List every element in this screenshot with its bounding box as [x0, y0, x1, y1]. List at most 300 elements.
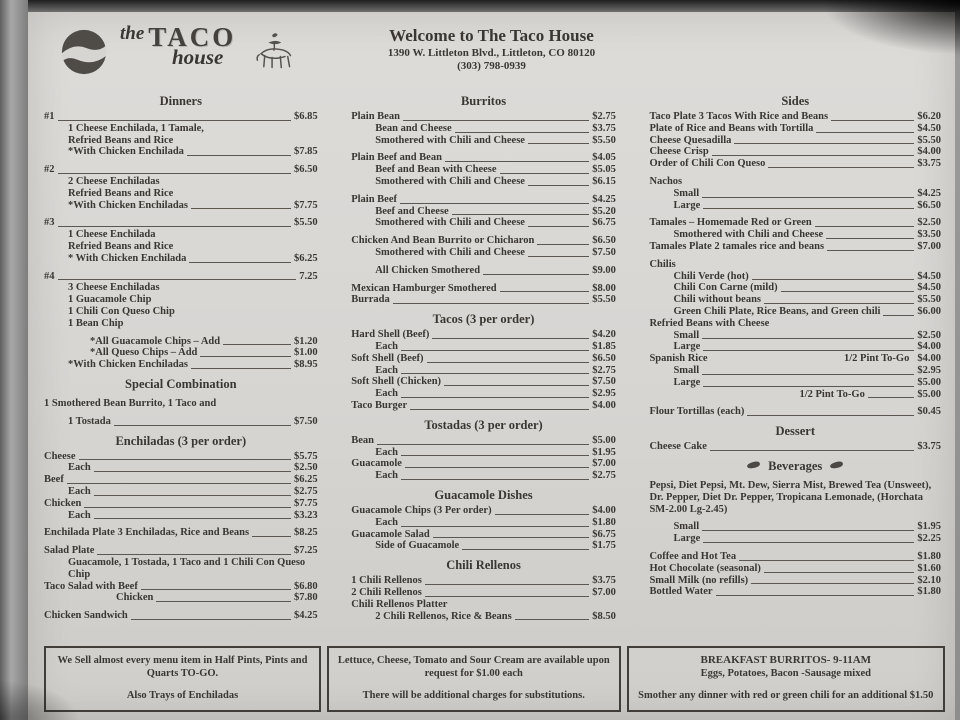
item-label: Mexican Hamburger Smothered [351, 282, 497, 294]
item-price: $1.60 [917, 562, 941, 574]
menu-item-row [44, 253, 318, 265]
section-title: Enchiladas (3 per order) [115, 433, 247, 448]
menu-item-row [351, 529, 616, 541]
item-label: Chicken And Bean Burrito or Chicharon [351, 235, 535, 247]
item-label: Small Milk (no refills) [649, 574, 749, 586]
item-label: Large [673, 341, 701, 353]
item-label: 1/2 Pint To-Go [799, 388, 865, 400]
item-label: Smothered with Chili and Cheese [375, 175, 525, 187]
menu-item-row [351, 470, 616, 482]
logo-word-taco: TACO [148, 22, 237, 52]
dot-leader [433, 537, 590, 538]
item-label: Plain Beef and Bean [351, 152, 442, 164]
item-price: $1.95 [592, 446, 616, 458]
dot-leader [141, 589, 291, 590]
item-price: $7.00 [592, 586, 616, 598]
item-label: 1 Guacamole Chip [68, 294, 152, 306]
dot-leader [191, 368, 291, 369]
menu-item-row [649, 188, 941, 200]
dot-leader [831, 120, 914, 121]
item-label: Taco Plate 3 Tacos With Rice and Beans [649, 111, 829, 122]
menu-column-middle [351, 88, 616, 636]
dot-leader [703, 350, 914, 351]
menu-item-row [649, 229, 941, 241]
item-label: Small [673, 521, 700, 533]
menu-item-row [649, 480, 941, 515]
menu-item-row [351, 176, 616, 188]
menu-item-row [351, 123, 616, 135]
item-price: $5.75 [293, 450, 318, 462]
footer-note-extras [327, 646, 621, 712]
dot-leader [452, 214, 589, 215]
footer-text: Eggs, Potatoes, Bacon -Sausage mixed [700, 668, 871, 679]
phone-number: (303) 798-0939 [457, 60, 526, 72]
dot-leader [702, 338, 914, 339]
menu-item-row [351, 247, 616, 259]
section-title: Special Combination [125, 376, 237, 391]
menu-section [351, 418, 616, 482]
menu-item-row [351, 517, 616, 529]
menu-item-row [649, 271, 941, 283]
menu-item-row [351, 388, 616, 400]
menu-item-row [44, 347, 318, 359]
item-price: $2.75 [293, 485, 318, 497]
dot-leader [751, 583, 914, 584]
item-price: $6.50 [592, 235, 616, 247]
item-price: $1.80 [917, 586, 941, 598]
item-price: $6.50 [293, 164, 318, 176]
menu-item-row [44, 217, 318, 229]
dot-leader [445, 161, 589, 162]
menu-item-row [44, 123, 318, 135]
dot-leader [537, 244, 589, 245]
page-title: Welcome to The Taco House [389, 26, 594, 45]
item-price: $5.00 [917, 388, 941, 400]
item-price: $1.00 [293, 347, 318, 359]
item-label: Taco Salad with Beef [44, 580, 138, 592]
menu-item-row [649, 259, 941, 271]
item-price: $4.00 [592, 399, 616, 411]
item-price: $3.75 [592, 575, 616, 587]
item-price: $7.00 [917, 240, 941, 252]
section-title: Sides [781, 94, 810, 108]
item-label: Taco Burger [351, 399, 408, 411]
item-price: $2.75 [592, 364, 616, 376]
footer-text: Also Trays of Enchiladas [126, 690, 239, 701]
item-label: Tamales Plate 2 tamales rice and beans [649, 240, 825, 252]
menu-item-row [649, 521, 941, 533]
menu-item-row [649, 353, 941, 365]
item-label: Salad Plate [44, 545, 95, 557]
menu-item-row [649, 406, 941, 418]
item-price: $3.50 [917, 229, 941, 241]
dot-leader [739, 560, 914, 561]
menu-item-row [649, 318, 941, 330]
dot-leader [200, 356, 291, 357]
footer-note-breakfast [627, 646, 945, 712]
menu-item-row [44, 282, 318, 294]
menu-item-row [44, 318, 318, 330]
menu-item-row [351, 611, 616, 623]
dot-leader [703, 386, 914, 387]
dot-leader [403, 120, 589, 121]
item-price: $4.00 [917, 353, 941, 365]
dot-leader [455, 132, 590, 133]
menu-section [351, 488, 616, 552]
item-label: Chili Verde (hot) [673, 270, 749, 282]
menu-item-row [44, 135, 318, 147]
item-label: Coffee and Hot Tea [649, 550, 737, 562]
dot-leader [94, 471, 291, 472]
dot-leader [500, 173, 590, 174]
item-label: Flour Tortillas (each) [649, 406, 745, 418]
item-price: $7.50 [293, 415, 318, 427]
item-price: $6.85 [293, 111, 318, 122]
item-price: $4.25 [592, 193, 616, 205]
menu-item-row [351, 152, 616, 164]
item-label: Refried Beans and Rice [68, 240, 174, 252]
dot-leader [58, 279, 297, 280]
pepper-icon [747, 460, 761, 469]
dot-leader [187, 155, 291, 156]
item-label: Chicken Sandwich [44, 610, 128, 622]
footer-text: There will be additional charges for substitutions. [362, 690, 585, 701]
menu-item-row [649, 575, 941, 587]
menu-item-row [649, 146, 941, 158]
item-label: 1 Tostada [68, 415, 111, 427]
item-label: *All Queso Chips – Add [90, 347, 198, 359]
item-label: Pepsi, Diet Pepsi, Mt. Dew, Sierra Mist, Brewed Tea (Unsweet), Dr. Pepper, Diet Dr. Pepper, Tropicana Lemonade, (Horchata SM-2.00 Lg-2.45) [649, 479, 932, 515]
item-label: Spanish Rice [649, 353, 708, 365]
menu-item-row [44, 486, 318, 498]
item-price: $2.50 [917, 329, 941, 341]
item-label: * With Chicken Enchilada [68, 252, 187, 264]
item-label: Chili without beans [673, 294, 761, 306]
dot-leader [252, 536, 291, 537]
menu-item-row [649, 123, 941, 135]
item-label: Cheese Cake [649, 441, 707, 453]
dot-leader [444, 385, 589, 386]
menu-item-row [44, 610, 318, 622]
dot-leader [79, 459, 291, 460]
dot-leader [734, 143, 914, 144]
pepper-icon [830, 460, 844, 469]
item-label: 1 Chili Rellenos [351, 575, 422, 587]
menu-item-row [351, 164, 616, 176]
dot-leader [84, 507, 291, 508]
menu-column-right [649, 88, 941, 636]
menu-item-row [44, 306, 318, 318]
item-price: $5.50 [917, 294, 941, 306]
menu-item-row [351, 329, 616, 341]
metal-frame-left [0, 0, 28, 720]
dot-leader [702, 374, 914, 375]
section-title: Dessert [775, 424, 816, 439]
item-price: $6.00 [917, 305, 941, 317]
item-label: 2 Cheese Enchiladas [68, 175, 160, 187]
menu-item-row [351, 376, 616, 388]
item-price: $2.50 [293, 462, 318, 474]
menu-item-row [351, 283, 616, 295]
menu-item-row [351, 217, 616, 229]
item-price: $2.25 [917, 533, 941, 545]
dot-leader [410, 409, 589, 410]
item-label: Nachos [649, 175, 683, 187]
item-label: Bottled Water [649, 586, 713, 598]
footer-text: We Sell almost every menu item in Half Pints, Pints and Quarts TO-GO. [57, 655, 308, 679]
menu-item-row [649, 135, 941, 147]
item-price: $1.85 [592, 340, 616, 352]
item-label: *With Chicken Enchiladas [68, 359, 189, 371]
item-price: $5.50 [917, 134, 941, 146]
item-label: Each [375, 446, 398, 458]
item-label: Refried Beans and Rice [68, 134, 174, 146]
item-price: $6.15 [592, 175, 616, 187]
item-label: Each [375, 364, 398, 376]
item-label: Hot Chocolate (seasonal) [649, 562, 761, 574]
menu-item-row [44, 229, 318, 241]
menu-item-row [44, 146, 318, 158]
menu-item-row [649, 533, 941, 545]
menu-item-row [44, 581, 318, 593]
item-label: Order of Chili Con Queso [649, 158, 766, 170]
item-label: Smothered with Chili and Cheese [375, 217, 525, 229]
dot-leader [94, 495, 291, 496]
menu-item-row [351, 435, 616, 447]
item-label: #3 [44, 217, 55, 229]
item-label: *With Chicken Enchilada [68, 146, 184, 158]
menu-item-row [649, 365, 941, 377]
item-label: Chili Con Carne (mild) [673, 282, 778, 294]
menu-item-row [351, 599, 616, 611]
menu-item-row [649, 217, 941, 229]
dot-leader [58, 173, 291, 174]
section-title: Tostadas (3 per order) [424, 417, 543, 432]
item-price: $2.50 [917, 217, 941, 229]
dot-leader [495, 514, 590, 515]
menu-item-row [351, 505, 616, 517]
menu-item-row [649, 551, 941, 563]
item-label: Soft Shell (Beef) [351, 352, 424, 364]
menu-item-row [351, 194, 616, 206]
dot-leader [710, 450, 914, 451]
menu-section [351, 558, 616, 622]
item-price: $4.05 [592, 152, 616, 164]
item-price: $1.80 [917, 550, 941, 562]
dot-leader [425, 584, 589, 585]
item-label: Cheese Quesadilla [649, 134, 732, 146]
item-label: 1 Smothered Bean Burrito, 1 Taco and [44, 397, 217, 409]
item-price: $0.45 [917, 406, 941, 418]
dot-leader [768, 167, 914, 168]
item-label: Chili Rellenos Platter [351, 598, 448, 610]
item-label: Smothered with Chili and Cheese [673, 229, 824, 241]
menu-item-row [351, 353, 616, 365]
menu-section [649, 424, 941, 453]
logo-word-the: the [120, 23, 145, 44]
item-price: $4.20 [592, 329, 616, 341]
menu-item-row [44, 545, 318, 557]
footer-text: Lettuce, Cheese, Tomato and Sour Cream are available upon request for $1.00 each [337, 655, 610, 679]
item-price: $4.25 [917, 187, 941, 199]
menu-item-row [44, 294, 318, 306]
breakfast-title: BREAKFAST BURRITOS- 9-11AM [700, 654, 872, 666]
item-label: Each [68, 509, 91, 521]
menu-item-row [351, 458, 616, 470]
menu-item-row [649, 441, 941, 453]
dot-leader [425, 596, 589, 597]
item-label: Side of Guacamole [375, 540, 460, 552]
item-label: Refried Beans with Cheese [649, 317, 770, 329]
item-price: $4.50 [917, 282, 941, 294]
logo-word-house: house [172, 45, 224, 69]
item-label: 2 Chili Rellenos, Rice & Beans [375, 610, 512, 622]
dot-leader [883, 315, 914, 316]
item-label: Enchilada Plate 3 Enchiladas, Rice and Beans [44, 527, 250, 539]
item-label: Smothered with Chili and Cheese [375, 134, 525, 146]
item-price: $1.95 [917, 521, 941, 533]
item-price: $6.50 [917, 199, 941, 211]
menu-item-row [44, 164, 318, 176]
dot-leader [67, 483, 291, 484]
item-label: Beef and Bean with Cheese [375, 164, 497, 176]
menu-item-row [44, 111, 318, 123]
item-price: $2.10 [917, 574, 941, 586]
dot-leader [702, 530, 914, 531]
dot-leader [816, 132, 914, 133]
item-price: $2.95 [917, 364, 941, 376]
dot-leader [703, 208, 914, 209]
menu-item-row [351, 575, 616, 587]
item-label: *All Guacamole Chips – Add [90, 335, 221, 347]
menu-item-row [649, 330, 941, 342]
menu-item-row [649, 158, 941, 170]
menu-item-row [351, 540, 616, 552]
item-label: Plain Beef [351, 193, 398, 205]
menu-item-row [649, 111, 941, 123]
item-price: $7.50 [592, 246, 616, 258]
menu-item-row [351, 135, 616, 147]
dot-leader [528, 143, 589, 144]
section-title: Beverages [649, 459, 941, 474]
dot-leader [156, 601, 291, 602]
dot-leader [528, 226, 589, 227]
item-price: $5.20 [592, 205, 616, 217]
item-price: $5.00 [592, 434, 616, 446]
item-price: $4.50 [917, 270, 941, 282]
item-label: 3 Cheese Enchiladas [68, 282, 160, 294]
dot-leader [432, 338, 589, 339]
dot-leader [752, 279, 915, 280]
dot-leader [815, 226, 915, 227]
item-price: $6.50 [592, 352, 616, 364]
item-label: Beef and Cheese [375, 205, 449, 217]
item-label: Guacamole, 1 Tostada, 1 Taco and 1 Chili Con Queso Chip [68, 556, 306, 580]
menu-item-row [351, 206, 616, 218]
item-price: $4.25 [293, 610, 318, 622]
item-price: $8.95 [293, 359, 318, 371]
dot-leader [716, 595, 915, 596]
menu-item-row [649, 282, 941, 294]
item-price: $7.85 [293, 146, 318, 158]
menu-item-row [44, 200, 318, 212]
item-label: Small [673, 329, 700, 341]
item-price: $6.20 [917, 111, 941, 122]
menu-section [44, 94, 318, 371]
item-price: $7.25 [293, 545, 318, 557]
item-price: $6.75 [592, 217, 616, 229]
menu-header [28, 12, 955, 86]
menu-item-row [351, 111, 616, 123]
item-price: $4.00 [917, 341, 941, 353]
item-label: *With Chicken Enchiladas [68, 199, 189, 211]
menu-item-row [649, 306, 941, 318]
item-label: Each [375, 388, 398, 400]
item-label: Guacamole Chips (3 Per order) [351, 504, 492, 516]
dot-leader [114, 425, 291, 426]
menu-item-row [44, 527, 318, 539]
item-price: $3.75 [917, 441, 941, 453]
item-price: $6.25 [293, 252, 318, 264]
menu-item-row [44, 176, 318, 188]
item-label: Bean [351, 434, 374, 446]
item-price: 7.25 [299, 270, 318, 282]
footer-text: Smother any dinner with red or green chili for an additional $1.50 [638, 690, 934, 701]
menu-item-row [649, 341, 941, 353]
menu-item-row [351, 341, 616, 353]
dot-leader [191, 208, 291, 209]
menu-section [351, 312, 616, 412]
dot-leader [131, 619, 291, 620]
item-label: Each [68, 462, 91, 474]
menu-footer [44, 646, 945, 712]
item-price: $4.50 [917, 122, 941, 134]
dot-leader [223, 344, 291, 345]
item-price: $4.00 [917, 146, 941, 158]
item-price: $7.80 [293, 592, 318, 604]
menu-item-row [649, 241, 941, 253]
item-price: $3.75 [917, 158, 941, 170]
item-price: $7.00 [592, 458, 616, 470]
menu-item-row [44, 416, 318, 428]
menu-section [44, 434, 318, 622]
dot-leader [528, 256, 589, 257]
menu-section [649, 94, 941, 418]
dot-leader [58, 120, 291, 121]
menu-item-row [44, 498, 318, 510]
menu-section [44, 377, 318, 428]
item-mid-label: 1/2 Pint To-Go [844, 353, 910, 365]
item-label: 1 Cheese Enchilada, 1 Tamale, [68, 122, 204, 134]
menu-paper [28, 12, 955, 720]
menu-item-row [44, 271, 318, 283]
item-label: #2 [44, 164, 55, 176]
dot-leader [401, 526, 589, 527]
item-price: $3.23 [293, 509, 318, 521]
dot-leader [703, 542, 914, 543]
item-price: $8.50 [592, 610, 616, 622]
item-price: $7.75 [293, 497, 318, 509]
menu-item-row [44, 474, 318, 486]
dot-leader [377, 444, 589, 445]
section-title: Tacos (3 per order) [432, 312, 535, 327]
menu-item-row [649, 586, 941, 598]
item-label: 2 Chili Rellenos [351, 586, 422, 598]
item-label: Beef [44, 474, 64, 486]
menu-item-row [44, 451, 318, 463]
menu-item-row [351, 265, 616, 277]
menu-item-row [351, 447, 616, 459]
